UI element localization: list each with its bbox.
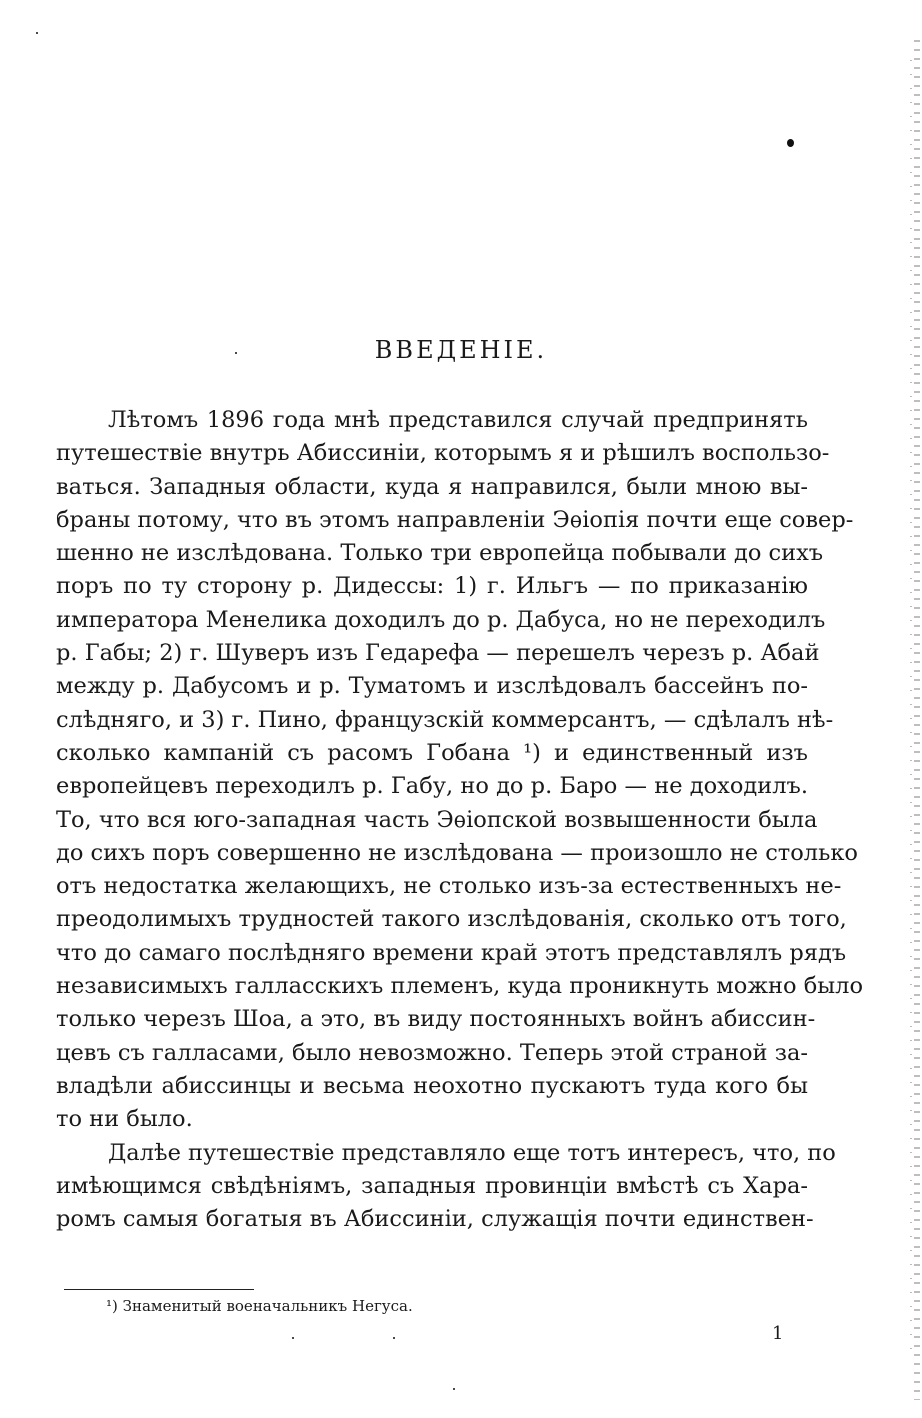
text-line: до сихъ поръ совершенно не изслѣдована — произошло не столько	[56, 839, 858, 866]
page-number: 1	[772, 1323, 784, 1344]
text-line: только черезъ Шоа, а это, въ виду постоянныхъ войнъ абиссин-	[56, 1006, 816, 1033]
text-line: слѣдняго, и 3) г. Пино, французскій коммерсантъ, — сдѣлалъ нѣ-	[56, 706, 834, 733]
ink-speck	[36, 32, 38, 34]
text-line: путешествіе внутрь Абиссиніи, которымъ я и рѣшилъ воспользо-	[56, 440, 830, 467]
text-line: Далѣе путешествіе представляло еще тотъ интересъ, что, по	[108, 1139, 836, 1166]
text-line: сколько кампаній съ расомъ Гобана ¹) и единственный изъ	[56, 739, 808, 766]
text-line: То, что вся юго-западная часть Эѳіопской возвышенности была	[56, 806, 818, 833]
text-line: владѣли абиссинцы и весьма неохотно пускаютъ туда кого бы	[56, 1072, 808, 1099]
ink-speck	[453, 1388, 455, 1390]
footnote-divider	[64, 1289, 254, 1290]
text-line: европейцевъ переходилъ р. Габу, но до р. Баро — не доходилъ.	[56, 773, 808, 800]
text-line: императора Менелика доходилъ до р. Дабуса, но не переходилъ	[56, 606, 826, 633]
text-line: ваться. Западныя области, куда я направился, были мною вы-	[56, 473, 808, 500]
text-line: между р. Дабусомъ и р. Туматомъ и изслѣдовалъ бассейнъ по-	[56, 673, 808, 700]
text-line: то ни было.	[56, 1106, 193, 1133]
text-line: поръ по ту сторону р. Дидессы: 1) г. Ильгъ — по приказанію	[56, 573, 808, 600]
scan-edge-artifact	[910, 60, 912, 1360]
ink-speck	[393, 1337, 395, 1339]
ink-speck	[787, 139, 794, 147]
text-line: что до самаго послѣдняго времени край этотъ представлялъ рядъ	[56, 939, 847, 966]
text-line: имѣющимся свѣдѣніямъ, западныя провинціи вмѣстѣ съ Хара-	[56, 1172, 808, 1199]
scan-edge-artifact	[914, 40, 920, 1400]
text-line: ромъ самыя богатыя въ Абиссиніи, служащія почти единствен-	[56, 1206, 814, 1233]
footnote: ¹) Знаменитый военачальникъ Негуса.	[106, 1297, 413, 1315]
text-line: браны потому, что въ этомъ направленіи Эѳіопія почти еще совер-	[56, 506, 854, 533]
text-line: преодолимыхъ трудностей такого изслѣдованія, сколько отъ того,	[56, 906, 847, 933]
text-line: независимыхъ галласскихъ племенъ, куда проникнуть можно было	[56, 973, 864, 1000]
chapter-heading: ВВЕДЕНІЕ.	[374, 336, 548, 364]
text-line: Лѣтомъ 1896 года мнѣ представился случай предпринять	[108, 407, 808, 433]
body-text	[56, 404, 864, 1236]
text-line: шенно не изслѣдована. Только три европейца побывали до сихъ	[56, 540, 824, 567]
text-line: р. Габы; 2) г. Шуверъ изъ Гедарефа — перешелъ черезъ р. Абай	[56, 640, 820, 667]
ink-speck	[292, 1337, 294, 1339]
text-line: цевъ съ галласами, было невозможно. Теперь этой страной за-	[56, 1039, 808, 1066]
text-line: отъ недостатка желающихъ, не столько изъ-за естественныхъ не-	[56, 873, 842, 900]
